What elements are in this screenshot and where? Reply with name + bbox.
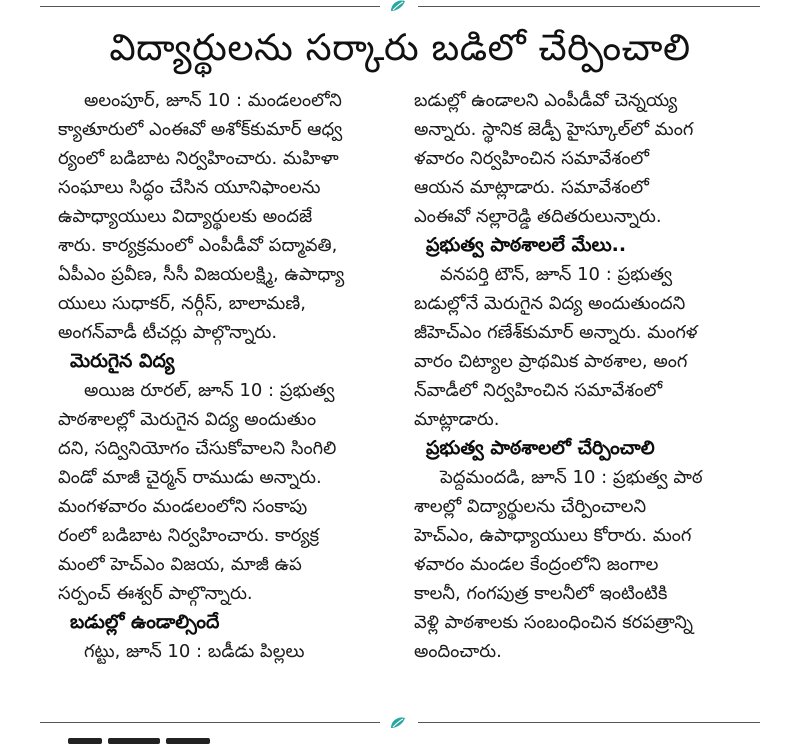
left-column-text-line: అయిజ రూరల్, జూన్ 10 : ప్రభుత్వ	[84, 380, 335, 401]
right-column	[414, 86, 764, 666]
next-article-headline-fragment	[68, 728, 238, 744]
right-column-text-line: వెళ్లి పాఠశాలకు సంబంధించిన కరపత్రాన్ని	[414, 612, 694, 633]
bottom-rule-left	[40, 722, 380, 723]
left-column-text-line: సర్పంచ్ ఈశ్వర్ పాల్గొన్నారు.	[58, 583, 253, 604]
left-column-text-line: యులు సుధాకర్, నర్గీస్, బాలామణి,	[58, 293, 306, 314]
left-column-text-line: గట్టు, జూన్ 10 : బడీడు పిల్లలు	[84, 641, 305, 662]
left-column-text-line: ఉపాధ్యాయులు విద్యార్థులకు అందజే	[58, 206, 313, 227]
left-column-subheading: మెరుగైన విద్య	[70, 350, 175, 372]
left-column-text-line: మంగళవారం మండలంలోని సంకాపు	[58, 496, 308, 517]
top-rule-right	[418, 6, 760, 7]
right-column-text-line: న్‌వాడీలో నిర్వహించిన సమావేశంలో	[414, 380, 663, 401]
right-column-text-line: వనపర్తి టౌన్, జూన్ 10 : ప్రభుత్వ	[440, 264, 673, 285]
left-column-text-line: అలంపూర్, జూన్ 10 : మండలంలోని	[84, 90, 342, 111]
left-column-text-line: పాఠశాలల్లో మెరుగైన విద్య అందుతుం	[58, 409, 317, 430]
right-column-text-line: బడుల్లోనే మెరుగైన విద్య అందుతుందని	[414, 293, 686, 314]
right-column-subheading: ప్రభుత్వ పాఠశాలలే మేలు..	[426, 234, 627, 256]
left-column-subheading: బడుల్లో ఉండాల్సిందే	[70, 611, 220, 633]
left-column-text-line: రంలో బడిబాట నిర్వహించారు. కార్యక్ర	[58, 525, 319, 546]
left-column-text-line: శారు. కార్యక్రమంలో ఎంపీడీవో పద్మావతి,	[58, 235, 338, 256]
left-column-text-line: మంలో హెచ్ఎం విజయ, మాజీ ఉప	[58, 554, 302, 575]
right-column-subheading: ప్రభుత్వ పాఠశాలలో చేర్పించాలి	[426, 437, 655, 459]
right-column-text-line: అన్నారు. స్థానిక జెడ్పీ హైస్కూల్‌లో మంగ	[414, 119, 694, 140]
right-column-text-line: జీహెచ్ఎం గణేశ్‌కుమార్ అన్నారు. మంగళ	[414, 322, 698, 343]
left-column	[58, 86, 388, 666]
right-column-text-line: ళవారం నిర్వహించిన సమావేశంలో	[414, 148, 650, 169]
left-column-text-line: దని, సద్వినియోగం చేసుకోవాలని సింగిలి	[58, 438, 337, 459]
left-column-text-line: క్యాతూరులో ఎంఈవో అశోక్‌కుమార్ ఆధ్వ	[58, 119, 343, 140]
right-column-text-line: ళవారం మండల కేంద్రంలోని జంగాల	[414, 554, 659, 575]
bottom-ornament-icon	[388, 716, 408, 730]
right-column-text-line: అందించారు.	[414, 641, 502, 662]
right-column-text-line: పెద్దమందడి, జూన్ 10 : ప్రభుత్వ పాఠ	[440, 467, 703, 488]
right-column-text-line: కాలనీ, గంగపుత్ర కాలనీలో ఇంటింటికి	[414, 583, 668, 604]
right-column-text-line: వారం చిట్యాల ప్రాథమిక పాఠశాల, అంగ	[414, 351, 688, 372]
left-column-text-line: సంఘాలు సిద్ధం చేసిన యూనిఫాంలను	[58, 177, 321, 198]
headline: విద్యార్థులను సర్కారు బడిలో చేర్పించాలి	[109, 26, 691, 69]
right-column-text-line: బడుల్లో ఉండాలని ఎంపీడీవో చెన్నయ్య	[414, 90, 678, 111]
right-column-text-line: మాట్లాడారు.	[414, 409, 500, 430]
top-rule-left	[40, 6, 380, 7]
right-column-text-line: ఆయన మాట్లాడారు. సమావేశంలో	[414, 177, 649, 198]
right-column-text-line: శాలల్లో విద్యార్థులను చేర్పించాలని	[414, 496, 647, 517]
right-column-text-line: హెచ్ఎం, ఉపాధ్యాయులు కోరారు. మంగ	[414, 525, 692, 546]
bottom-rule-right	[418, 722, 760, 723]
right-column-text-line: ఎంఈవో నల్లారెడ్డి తదితరులున్నారు.	[414, 206, 662, 227]
left-column-text-line: ఏపీఎం ప్రవీణ, సీసీ విజయలక్ష్మి, ఉపాధ్యా	[58, 264, 345, 285]
left-column-text-line: అంగన్‌వాడీ టీచర్లు పాల్గొన్నారు.	[58, 322, 278, 343]
top-ornament-icon	[388, 0, 408, 13]
left-column-text-line: ర్యంలో బడిబాట నిర్వహించారు. మహిళా	[58, 148, 339, 169]
left-column-text-line: విండో మాజీ చైర్మన్ రాముడు అన్నారు.	[58, 467, 322, 488]
